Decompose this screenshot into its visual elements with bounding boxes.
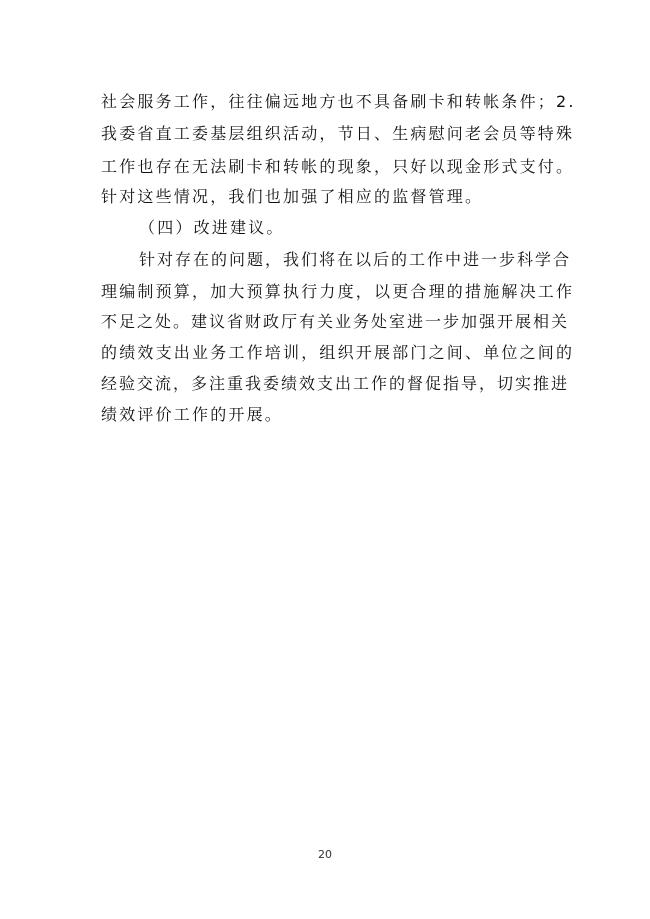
body-text-line: 不足之处。建议省财政厅有关业务处室进一步加强开展相关 (101, 312, 570, 331)
body-text-line: 绩效评价工作的开展。 (101, 405, 284, 424)
body-text-line: 经验交流，多注重我委绩效支出工作的督促指导，切实推进 (101, 374, 570, 393)
body-text-line: 我委省直工委基层组织活动，节日、生病慰问老会员等特殊 (101, 124, 575, 143)
body-text-line: 针对这些情况，我们也加强了相应的监督管理。 (101, 187, 484, 206)
body-text-line: 工作也存在无法刷卡和转帐的现象，只好以现金形式支付。 (101, 157, 575, 176)
body-text-line: 的绩效支出业务工作培训，组织开展部门之间、单位之间的 (101, 343, 575, 362)
body-text-line: 社会服务工作，往往偏远地方也不具备刷卡和转帐条件；2. (101, 92, 576, 111)
section-heading: （四）改进建议。 (139, 218, 285, 237)
body-text-line: 针对存在的问题，我们将在以后的工作中进一步科学合 (139, 250, 572, 269)
page-number: 20 (318, 848, 332, 861)
body-text-line: 理编制预算，加大预算执行力度，以更合理的措施解决工作 (101, 282, 575, 301)
